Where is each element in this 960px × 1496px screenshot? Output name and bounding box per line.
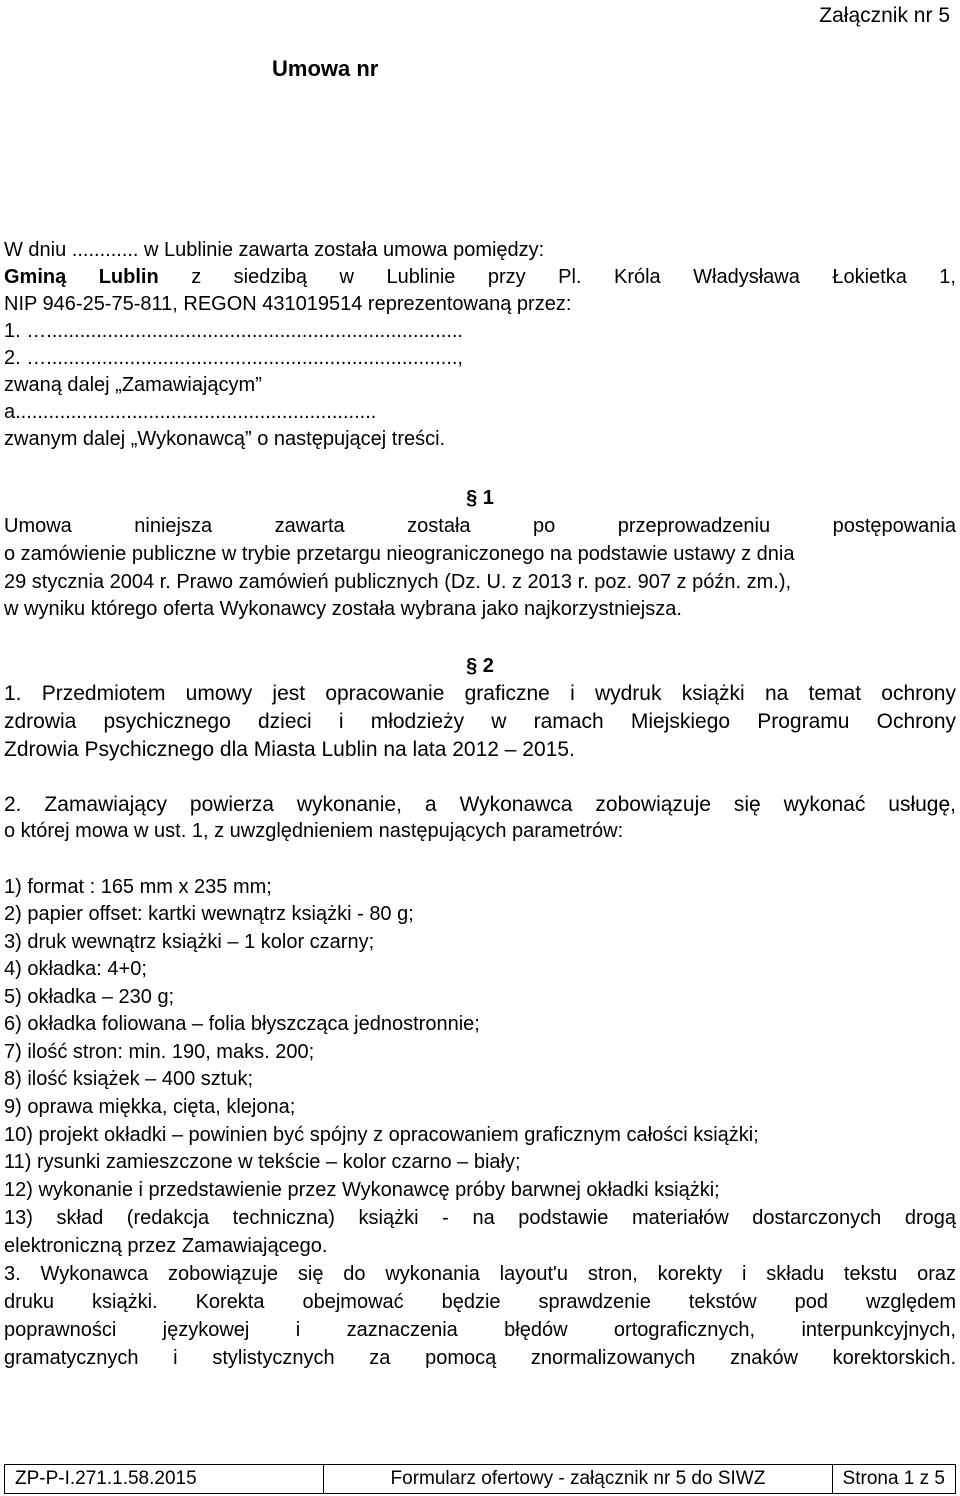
param-item: 9) oprawa miękka, cięta, klejona; — [4, 1096, 296, 1118]
page-footer — [4, 1464, 956, 1494]
intro-line-5: 2. ….........................................................................., — [4, 347, 463, 369]
footer-form-title: Formularz ofertowy - załącznik nr 5 do SIWZ — [324, 1465, 832, 1493]
param-item: 12) wykonanie i przedstawienie przez Wykonawcę próby barwnej okładki książki; — [4, 1179, 720, 1201]
param-item: 2) papier offset: kartki wewnątrz książki - 80 g; — [4, 903, 414, 925]
param-item: 4) okładka: 4+0; — [4, 958, 147, 980]
section-1-line: 29 stycznia 2004 r. Prawo zamówień publicznych (Dz. U. z 2013 r. poz. 907 z późn. zm.), — [4, 571, 792, 593]
param-item: 6) okładka foliowana – folia błyszcząca jednostronnie; — [4, 1013, 480, 1035]
footer-reference: ZP-P-I.271.1.58.2015 — [5, 1465, 324, 1493]
section-2-p3-line: 3. Wykonawca zobowiązuje się do wykonania layout'u stron, korekty i składu tekstu oraz — [4, 1263, 956, 1285]
param-item: 13) skład (redakcja techniczna) książki - na podstawie materiałów dostarczonych drogą — [4, 1207, 956, 1229]
intro-line-6: zwaną dalej „Zamawiającym” — [4, 374, 262, 396]
section-2-p3-line: poprawności językowej i zaznaczenia błędów ortograficznych, interpunkcyjnych, — [4, 1319, 956, 1341]
section-2-p3-line: gramatycznych i stylistycznych za pomocą znormalizowanych znaków korektorskich. — [4, 1347, 956, 1369]
section-1-line: Umowa niniejsza zawarta została po przeprowadzeniu postępowania — [4, 515, 956, 537]
intro-line-3: NIP 946-25-75-811, REGON 431019514 reprezentowaną przez: — [4, 293, 572, 315]
section-2-p2-line: o której mowa w ust. 1, z uwzględnieniem następujących parametrów: — [4, 820, 624, 842]
param-item: elektroniczną przez Zamawiającego. — [4, 1235, 328, 1257]
document-title: Umowa nr — [272, 56, 379, 81]
footer-page-number: Strona 1 z 5 — [842, 1468, 945, 1489]
intro-line-7: a................................................................. — [4, 401, 377, 423]
section-2-p2-line: 2. Zamawiający powierza wykonanie, a Wykonawca zobowiązuje się wykonać usługę, — [4, 793, 956, 816]
section-2-p1-line: Zdrowia Psychicznego dla Miasta Lublin na lata 2012 – 2015. — [4, 738, 575, 761]
param-item: 3) druk wewnątrz książki – 1 kolor czarny; — [4, 931, 375, 953]
attachment-label: Załącznik nr 5 — [819, 4, 950, 27]
param-item: 1) format : 165 mm x 235 mm; — [4, 876, 272, 898]
param-item: 5) okładka – 230 g; — [4, 986, 175, 1008]
param-item: 8) ilość książek – 400 sztuk; — [4, 1068, 253, 1090]
intro-line-4: 1. …........................................................................... — [4, 320, 463, 342]
param-item: 7) ilość stron: min. 190, maks. 200; — [4, 1041, 315, 1063]
section-1-line: o zamówienie publiczne w trybie przetargu nieograniczonego na podstawie ustawy z dnia — [4, 543, 795, 565]
section-1-heading: § 1 — [466, 487, 494, 509]
section-2-p1-line: 1. Przedmiotem umowy jest opracowanie graficzne i wydruk książki na temat ochrony — [4, 682, 956, 705]
party-address: z siedzibą w Lublinie przy Pl. Króla Władysława Łokietka 1, — [191, 266, 956, 288]
param-item: 11) rysunki zamieszczone w tekście – kolor czarno – biały; — [4, 1151, 521, 1173]
param-item: 10) projekt okładki – powinien być spójny z opracowaniem graficznym całości książki; — [4, 1124, 759, 1146]
party-name: Gminą Lublin — [4, 266, 159, 288]
intro-line-1: W dniu ............ w Lublinie zawarta została umowa pomiędzy: — [4, 239, 545, 261]
intro-line-2 — [4, 264, 956, 291]
intro-line-8: zwanym dalej „Wykonawcą” o następującej treści. — [4, 428, 446, 450]
section-2-p3-line: druku książki. Korekta obejmować będzie sprawdzenie tekstów pod względem — [4, 1291, 956, 1313]
section-2-p1-line: zdrowia psychicznego dzieci i młodzieży w ramach Miejskiego Programu Ochrony — [4, 710, 956, 733]
section-2-heading: § 2 — [466, 655, 494, 677]
section-1-line: w wyniku którego oferta Wykonawcy została wybrana jako najkorzystniejsza. — [4, 598, 682, 620]
